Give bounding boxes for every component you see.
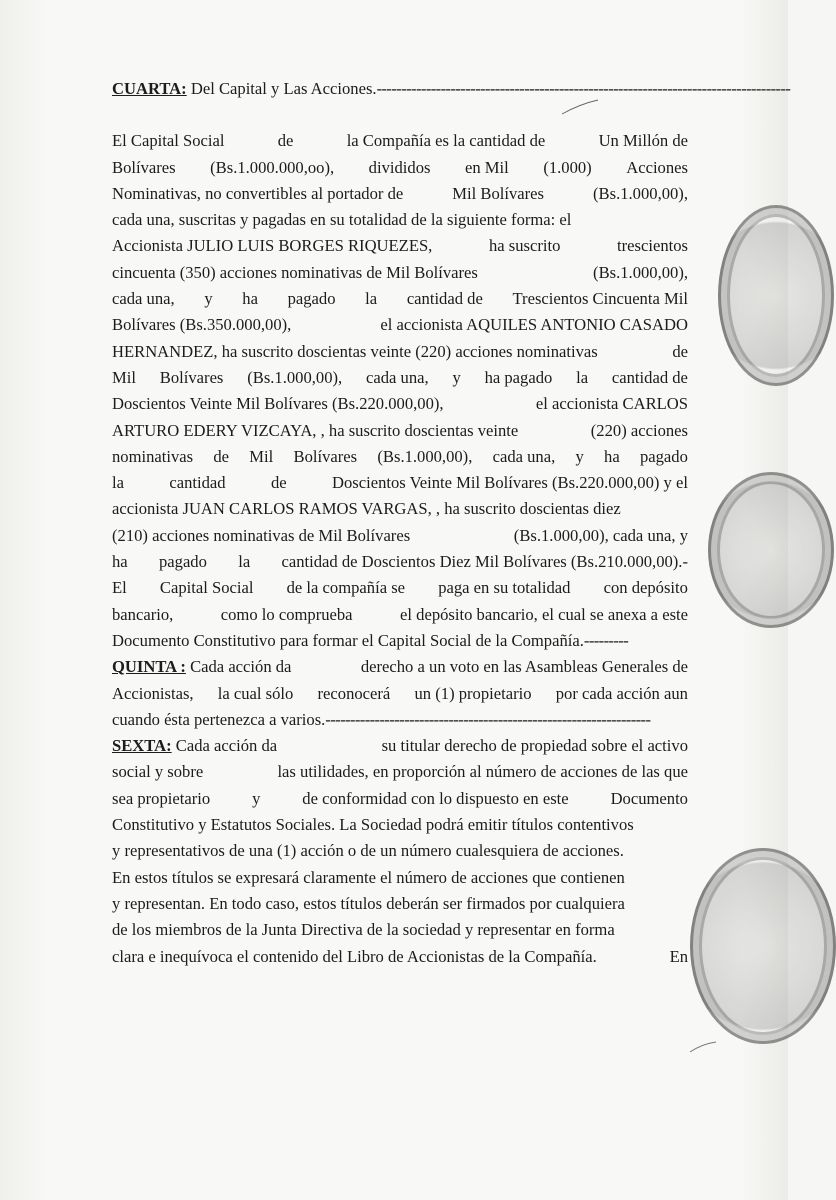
text-segment: como lo comprueba xyxy=(220,604,353,624)
text-segment: nominativas xyxy=(112,446,194,466)
text-segment: (Bs.1.000,00), xyxy=(247,367,343,387)
text-segment: (210) acciones nominativas de Mil Bolívares xyxy=(112,525,411,545)
text-segment: bancario, xyxy=(112,604,174,624)
text-segment: (1.000) xyxy=(543,157,592,177)
text-segment: Nominativas, no convertibles al portador de xyxy=(112,183,404,203)
text-segment: de los miembros de la Junta Directiva de la sociedad y representar en forma xyxy=(112,920,615,940)
capital-paragraph xyxy=(112,128,688,628)
text-segment: cantidad de Doscientos Diez Mil Bolívares (Bs.210.000,00).- xyxy=(281,552,688,572)
text-segment: de xyxy=(277,131,294,151)
seal-stamp-middle xyxy=(708,472,834,628)
text-line xyxy=(112,181,688,207)
text-line xyxy=(112,523,688,549)
text-segment: pagado xyxy=(639,446,688,466)
text-segment: la xyxy=(576,367,589,387)
text-line xyxy=(112,865,688,891)
text-segment: (Bs.1.000,00), xyxy=(377,446,473,466)
text-segment: y xyxy=(575,446,584,466)
dash-fill: --------- xyxy=(583,630,629,650)
text-line xyxy=(112,418,688,444)
text-segment: por cada acción aun xyxy=(555,683,688,703)
text-segment: ha xyxy=(242,289,258,309)
text-segment: su titular derecho de propiedad sobre el activo xyxy=(381,736,688,756)
section-quinta-first-line xyxy=(112,654,688,680)
text-segment: un (1) propietario xyxy=(414,683,532,703)
section-sexta-first-line xyxy=(112,733,688,759)
text-line xyxy=(112,365,688,391)
text-segment: pagado xyxy=(287,289,336,309)
text-line xyxy=(112,339,688,365)
text-line xyxy=(112,444,688,470)
closing-text: Documento Constitutivo para formar el Capital Social de la Compañía. xyxy=(112,630,584,650)
text-segment: de conformidad con lo dispuesto en este xyxy=(302,788,569,808)
text-segment: Mil xyxy=(249,446,274,466)
text-segment: el accionista CARLOS xyxy=(535,394,688,414)
text-segment: de xyxy=(270,473,287,493)
text-segment: Bolívares xyxy=(112,157,176,177)
text-segment: pagado xyxy=(158,552,207,572)
text-segment: Acciones xyxy=(626,157,688,177)
text-segment: trescientos xyxy=(617,236,688,256)
text-segment: el accionista AQUILES ANTONIO CASADO xyxy=(380,315,688,335)
text-segment: la cual sólo xyxy=(217,683,294,703)
text-line xyxy=(112,470,688,496)
text-segment: ha xyxy=(604,446,620,466)
pen-mark-icon xyxy=(688,1040,718,1056)
text-segment: y representan. En todo caso, estos títulos deberán ser firmados por cualquiera xyxy=(112,893,625,913)
text-line xyxy=(112,286,688,312)
text-segment: de xyxy=(672,341,688,361)
text-segment: (220) acciones xyxy=(590,420,688,440)
text-segment: Bolívares xyxy=(159,367,224,387)
text-segment: la xyxy=(365,289,378,309)
section-label: SEXTA: xyxy=(112,736,172,756)
text-line xyxy=(112,549,688,575)
text-line xyxy=(112,496,688,522)
text-segment: y xyxy=(452,367,461,387)
text-line xyxy=(112,759,688,785)
text-segment: Mil xyxy=(112,367,136,387)
text-segment: Mil Bolívares xyxy=(452,183,544,203)
text-segment: Accionistas, xyxy=(112,683,194,703)
seal-stamp-top xyxy=(718,205,834,386)
text-segment: Cada acción da xyxy=(185,657,292,677)
text-segment: las utilidades, en proporción al número de acciones de las que xyxy=(277,762,688,782)
text-segment: HERNANDEZ, ha suscrito doscientas veinte (220) acciones nominativas xyxy=(112,341,598,361)
dash-fill: ------------------------------------------------------------------ xyxy=(325,709,651,729)
text-segment: Accionista JULIO LUIS BORGES RIQUEZES, xyxy=(112,236,433,256)
dash-fill: ------------------------------------------------------------------------------------ xyxy=(376,79,791,98)
text-segment: cada una, suscritas y pagadas en su totalidad de la siguiente forma: el xyxy=(112,210,572,230)
text-line xyxy=(112,891,688,917)
text-segment: ha xyxy=(112,552,128,572)
text-line xyxy=(112,786,688,812)
text-segment: clara e inequívoca el contenido del Libro de Accionistas de la Compañía. xyxy=(112,946,597,966)
text-line xyxy=(112,128,688,154)
text-segment: cada una, xyxy=(492,446,556,466)
text-segment: (Bs.1.000.000,oo), xyxy=(210,157,335,177)
text-segment: paga en su totalidad xyxy=(438,578,571,598)
text-line xyxy=(112,944,688,970)
section-heading-cuarta xyxy=(112,76,791,102)
text-line xyxy=(112,681,688,707)
text-segment: (Bs.1.000,00), xyxy=(593,262,688,282)
text-segment: cantidad de xyxy=(406,289,483,309)
text-segment: Capital Social xyxy=(159,578,254,598)
text-segment: Trescientos Cincuenta Mil xyxy=(512,289,688,309)
text-line xyxy=(112,917,688,943)
text-segment: la xyxy=(112,473,124,493)
section-quinta-body xyxy=(112,681,688,707)
text-segment: con depósito xyxy=(603,578,688,598)
text-segment: social y sobre xyxy=(112,762,204,782)
text-segment: reconocerá xyxy=(317,683,391,703)
text-segment: (Bs.1.000,00), cada una, y xyxy=(513,525,688,545)
text-segment: en Mil xyxy=(464,157,509,177)
text-segment: de la compañía se xyxy=(286,578,406,598)
text-segment: de xyxy=(213,446,230,466)
text-line xyxy=(112,312,688,338)
text-line xyxy=(112,391,688,417)
text-segment: accionista JUAN CARLOS RAMOS VARGAS, , ha suscrito doscientas diez xyxy=(112,499,621,519)
text-segment: cincuenta (350) acciones nominativas de Mil Bolívares xyxy=(112,262,478,282)
text-segment: En estos títulos se expresará claramente el número de acciones que contienen xyxy=(112,867,625,887)
text-segment: (Bs.1.000,00), xyxy=(593,183,688,203)
text-line xyxy=(112,207,688,233)
paragraph-closing-line xyxy=(112,628,688,654)
seal-stamp-bottom xyxy=(690,848,836,1044)
text-segment: Bolívares xyxy=(293,446,358,466)
text-segment: Cada acción da xyxy=(171,736,278,756)
text-segment: ha pagado xyxy=(484,367,553,387)
text-line xyxy=(112,812,688,838)
text-segment: El xyxy=(112,578,127,598)
text-segment: la xyxy=(238,552,251,572)
section-title: Del Capital y Las Acciones. xyxy=(186,79,377,98)
text-segment: y representativos de una (1) acción o de un número cualesquiera de acciones. xyxy=(112,841,624,861)
text-segment: En xyxy=(669,946,688,966)
text-line xyxy=(112,838,688,864)
text-line xyxy=(112,602,688,628)
text-segment: Doscientos Veinte Mil Bolívares (Bs.220.000,00) y el xyxy=(332,473,688,493)
text-segment: cantidad xyxy=(169,473,226,493)
text-line xyxy=(112,233,688,259)
section-label: CUARTA: xyxy=(112,79,187,98)
text-segment: Bolívares (Bs.350.000,00), xyxy=(112,315,292,335)
section-label: QUINTA : xyxy=(112,657,186,677)
text-segment: Constitutivo y Estatutos Sociales. La Sociedad podrá emitir títulos contentivos xyxy=(112,815,634,835)
text-segment: sea propietario xyxy=(112,788,211,808)
text-segment: ARTURO EDERY VIZCAYA, , ha suscrito doscientas veinte xyxy=(112,420,519,440)
text-segment: y xyxy=(252,788,261,808)
text-segment: Un Millón de xyxy=(598,131,688,151)
text-segment: ha suscrito xyxy=(488,236,561,256)
text-line xyxy=(112,260,688,286)
text-segment: cada una, xyxy=(112,289,175,309)
text-segment: Doscientos Veinte Mil Bolívares (Bs.220.000,00), xyxy=(112,394,444,414)
section-sexta-body xyxy=(112,759,688,969)
text-segment: la Compañía es la cantidad de xyxy=(346,131,546,151)
text-line xyxy=(112,575,688,601)
text-segment: el depósito bancario, el cual se anexa a este xyxy=(400,604,688,624)
document-body xyxy=(112,76,791,970)
text-segment: cantidad de xyxy=(611,367,688,387)
text-segment: divididos xyxy=(368,157,431,177)
text-segment: derecho a un voto en las Asambleas Generales de xyxy=(360,657,688,677)
text-segment: El Capital Social xyxy=(112,131,225,151)
section-quinta-last-line xyxy=(112,707,688,733)
text-segment: Documento xyxy=(610,788,688,808)
text-segment: cuando ésta pertenezca a varios. xyxy=(112,709,326,729)
text-segment: cada una, xyxy=(365,367,429,387)
text-segment: y xyxy=(204,289,213,309)
text-line xyxy=(112,155,688,181)
